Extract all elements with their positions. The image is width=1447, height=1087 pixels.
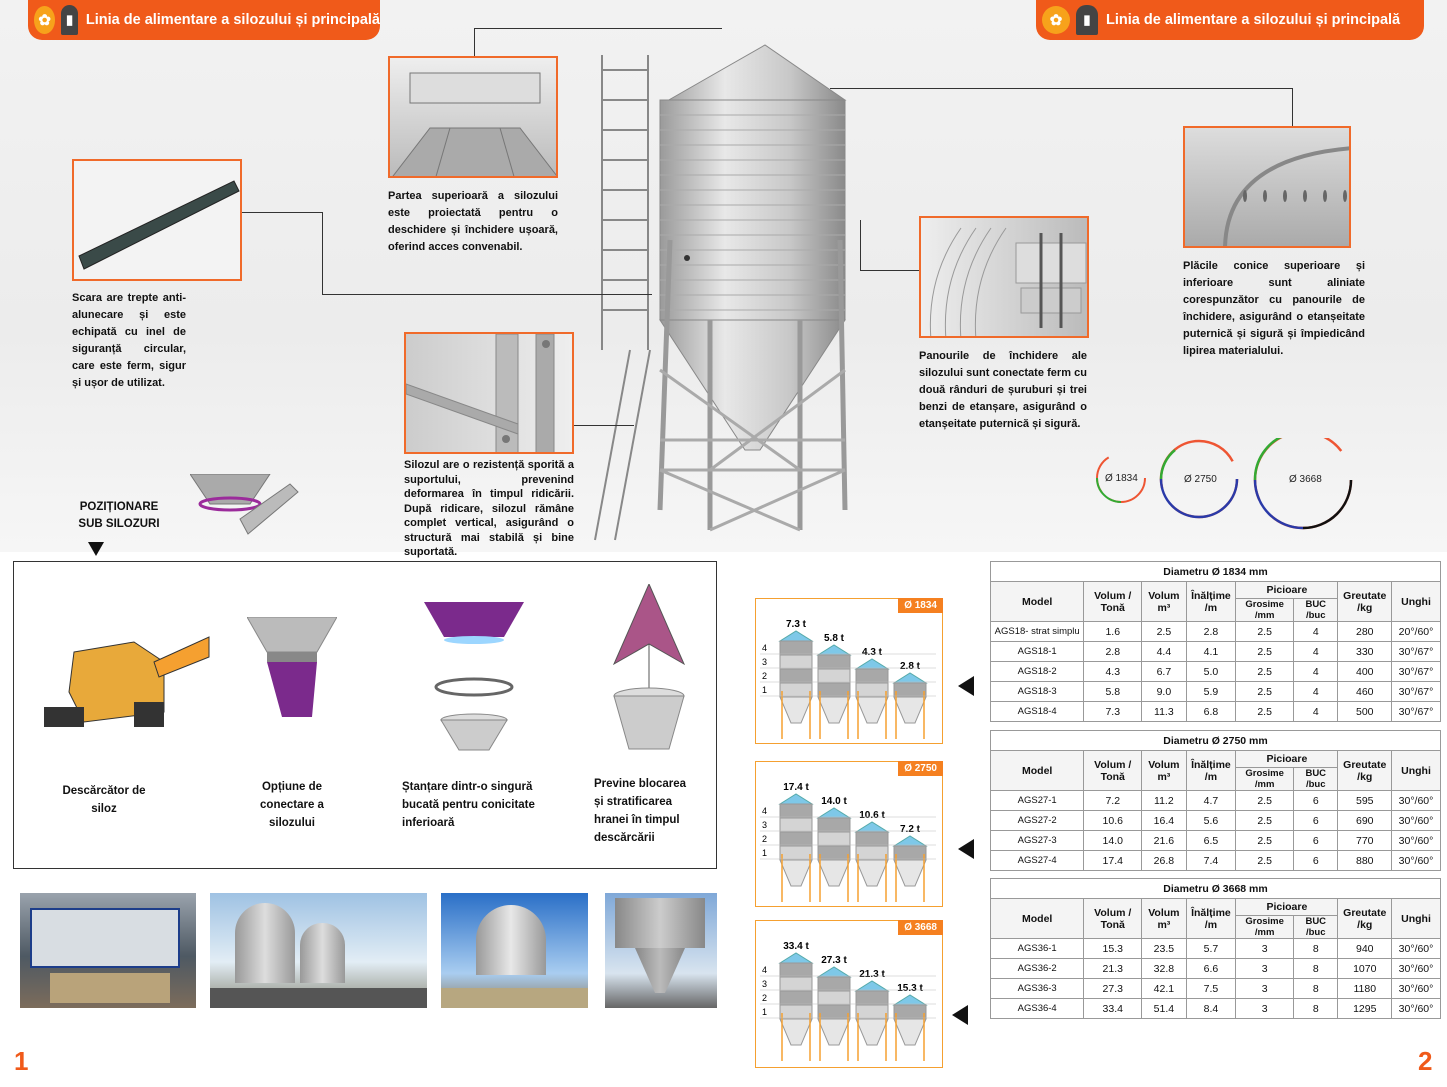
silos-farm-photo xyxy=(210,893,427,1008)
callout-line xyxy=(242,212,322,213)
support-detail-image xyxy=(404,332,574,454)
table-cell: 4 xyxy=(1294,662,1338,682)
caption-ladder: Scara are trepte anti-alunecare și este echipată cu inel de siguranță circular, care este ferm, sigur și ușor de utilizat. xyxy=(72,292,186,389)
silo-roof xyxy=(780,631,812,641)
level-label: 2 xyxy=(762,671,768,681)
level-label: 2 xyxy=(762,993,768,1003)
table-cell: 2.5 xyxy=(1236,811,1294,831)
col-unghi: Unghi xyxy=(1392,751,1441,791)
table-cell: 30°/60° xyxy=(1392,939,1441,959)
callout-line xyxy=(474,28,722,29)
silo-section xyxy=(818,1005,850,1019)
table-row xyxy=(991,682,1441,702)
level-label: 1 xyxy=(762,848,768,858)
silo-section xyxy=(818,655,850,669)
table-cell: 30°/60° xyxy=(1392,851,1441,871)
table-cell: 1180 xyxy=(1338,979,1392,999)
col-greutate: Greutate /kg xyxy=(1338,751,1392,791)
table-cell: 7.3 xyxy=(1084,702,1142,722)
table-cell: 27.3 xyxy=(1084,979,1142,999)
left-arrow-icon xyxy=(958,676,974,696)
col-volum-tona: Volum / Tonă xyxy=(1084,751,1142,791)
diagram-tag: Ø 2750 xyxy=(898,761,943,776)
table-cell: 33.4 xyxy=(1084,999,1142,1019)
diagram-tag: Ø 3668 xyxy=(898,920,943,935)
silo-roof xyxy=(894,673,926,683)
silo-roof xyxy=(818,808,850,818)
diameter-label-1834: Ø 1834 xyxy=(1105,473,1138,484)
table-cell: 2.5 xyxy=(1236,791,1294,811)
header-title-right: Linia de alimentare a silozului și principală xyxy=(1106,12,1401,28)
level-label: 4 xyxy=(762,965,768,975)
silo-cone xyxy=(780,860,812,886)
col-model: Model xyxy=(991,582,1084,622)
silo-cone xyxy=(818,860,850,886)
table-cell: 690 xyxy=(1338,811,1392,831)
silo-load-label: 14.0 t xyxy=(821,796,847,807)
silo-section xyxy=(780,641,812,655)
table-cell: 30°/60° xyxy=(1392,979,1441,999)
col-inaltime: Înălțime /m xyxy=(1186,899,1236,939)
table-cell: 2.5 xyxy=(1236,642,1294,662)
table-cell: 14.0 xyxy=(1084,831,1142,851)
table-cell: 4 xyxy=(1294,622,1338,642)
spec-table-2750 xyxy=(990,730,1441,871)
table-cell: 32.8 xyxy=(1142,959,1186,979)
table-row xyxy=(991,959,1441,979)
table-cell: 3 xyxy=(1236,959,1294,979)
table-cell: 6 xyxy=(1294,811,1338,831)
silo-load-label: 5.8 t xyxy=(823,633,845,644)
table-cell: 15.3 xyxy=(1084,939,1142,959)
callout-line xyxy=(860,270,920,271)
table-cell: 4.3 xyxy=(1084,662,1142,682)
table-cell: 2.5 xyxy=(1236,702,1294,722)
ladder-step-detail-image xyxy=(72,159,242,281)
table-cell: 6.8 xyxy=(1186,702,1236,722)
down-arrow-icon xyxy=(88,542,104,556)
silo-icon: ▮ xyxy=(61,5,78,35)
col-model: Model xyxy=(991,751,1084,791)
silo-section xyxy=(780,963,812,977)
left-arrow-icon xyxy=(958,839,974,859)
silo-cone xyxy=(780,1019,812,1045)
bottom-cone-stamping-image xyxy=(424,602,524,752)
table-cell: 16.4 xyxy=(1142,811,1186,831)
table-cell: AGS27-1 xyxy=(991,791,1084,811)
table-cell: AGS36-3 xyxy=(991,979,1084,999)
table-cell: 330 xyxy=(1338,642,1392,662)
table-cell: 5.0 xyxy=(1186,662,1236,682)
table-row xyxy=(991,851,1441,871)
silo-cone xyxy=(894,860,926,886)
table-title: Diametru Ø 1834 mm xyxy=(991,562,1441,582)
silo-section xyxy=(780,683,812,697)
diameter-label-3668: Ø 3668 xyxy=(1289,474,1322,485)
silo-roof xyxy=(818,645,850,655)
table-cell: AGS18-2 xyxy=(991,662,1084,682)
col-grosime: Grosime /mm xyxy=(1236,916,1294,939)
col-volum-tona: Volum / Tonă xyxy=(1084,582,1142,622)
table-cell: 30°/60° xyxy=(1392,831,1441,851)
silo-cone xyxy=(856,1019,888,1045)
silo-section xyxy=(856,846,888,860)
anti-blocking-cone-image xyxy=(609,584,689,754)
silo-roof xyxy=(780,953,812,963)
table-row xyxy=(991,979,1441,999)
table-row xyxy=(991,831,1441,851)
table-cell: 2.5 xyxy=(1236,851,1294,871)
diameter-label-2750: Ø 2750 xyxy=(1184,474,1217,485)
callout-line xyxy=(574,425,634,426)
level-label: 3 xyxy=(762,979,768,989)
silo-load-label: 7.2 t xyxy=(899,824,921,835)
table-cell: 5.7 xyxy=(1186,939,1236,959)
silo-roof xyxy=(780,794,812,804)
silo-load-label: 17.4 t xyxy=(783,782,809,793)
silo-section xyxy=(780,977,812,991)
silo-cone xyxy=(856,697,888,723)
options-panel xyxy=(13,561,717,869)
silo-section xyxy=(818,977,850,991)
level-label: 4 xyxy=(762,806,768,816)
level-label: 2 xyxy=(762,834,768,844)
col-volum-m3: Volum m³ xyxy=(1142,751,1186,791)
table-cell: 8 xyxy=(1294,999,1338,1019)
table-cell: 2.5 xyxy=(1236,662,1294,682)
table-cell: 26.8 xyxy=(1142,851,1186,871)
table-cell: 17.4 xyxy=(1084,851,1142,871)
level-label: 4 xyxy=(762,643,768,653)
panel-bolts-detail-image xyxy=(919,216,1089,338)
table-cell: 8.4 xyxy=(1186,999,1236,1019)
table-cell: AGS27-3 xyxy=(991,831,1084,851)
table-cell: 2.8 xyxy=(1186,622,1236,642)
table-cell: 7.5 xyxy=(1186,979,1236,999)
silo-section xyxy=(780,804,812,818)
table-cell: 7.4 xyxy=(1186,851,1236,871)
table-cell: 6 xyxy=(1294,791,1338,811)
silo-cone xyxy=(780,697,812,723)
silo-roof xyxy=(856,822,888,832)
table-cell: 21.3 xyxy=(1084,959,1142,979)
table-cell: 5.6 xyxy=(1186,811,1236,831)
col-buc: BUC /buc xyxy=(1294,768,1338,791)
table-cell: 1.6 xyxy=(1084,622,1142,642)
table-cell: AGS36-2 xyxy=(991,959,1084,979)
table-cell: 595 xyxy=(1338,791,1392,811)
table-cell: 9.0 xyxy=(1142,682,1186,702)
silo-section xyxy=(780,818,812,832)
table-cell: 6 xyxy=(1294,851,1338,871)
table-cell: 42.1 xyxy=(1142,979,1186,999)
silo-load-label: 27.3 t xyxy=(821,955,847,966)
option-label-connection: Opțiune de conectare a silozului xyxy=(260,781,324,829)
silo-section xyxy=(856,683,888,697)
main-silo-illustration xyxy=(590,40,860,545)
table-cell: 30°/67° xyxy=(1392,662,1441,682)
table-cell: AGS36-4 xyxy=(991,999,1084,1019)
silo-cone xyxy=(856,860,888,886)
silo-section xyxy=(856,669,888,683)
table-cell: 500 xyxy=(1338,702,1392,722)
table-cell: 30°/60° xyxy=(1392,999,1441,1019)
table-cell: 6.7 xyxy=(1142,662,1186,682)
col-buc: BUC /buc xyxy=(1294,599,1338,622)
level-label: 1 xyxy=(762,1007,768,1017)
silo-load-label: 7.3 t xyxy=(785,619,807,630)
table-cell: 3 xyxy=(1236,939,1294,959)
level-label: 3 xyxy=(762,820,768,830)
table-cell: 51.4 xyxy=(1142,999,1186,1019)
col-grosime: Grosime /mm xyxy=(1236,768,1294,791)
spec-table-3668 xyxy=(990,878,1441,1019)
table-cell: 940 xyxy=(1338,939,1392,959)
callout-line xyxy=(830,88,1292,89)
table-cell: 2.5 xyxy=(1236,831,1294,851)
table-cell: AGS18-3 xyxy=(991,682,1084,702)
table-cell: 4 xyxy=(1294,642,1338,662)
table-cell: 30°/67° xyxy=(1392,682,1441,702)
table-cell: 1295 xyxy=(1338,999,1392,1019)
silo-load-label: 4.3 t xyxy=(861,647,883,658)
table-cell: 770 xyxy=(1338,831,1392,851)
silo-icon: ▮ xyxy=(1076,5,1098,35)
wheat-icon: ✿ xyxy=(1042,6,1070,34)
callout-line xyxy=(474,28,475,56)
silo-roof xyxy=(894,995,926,1005)
caption-support: Silozul are o rezistență sporită a suportului, prevenind deformarea în timpul ridicării. După ridicare, silozul rămâne complet vertical, asigurând o structură mai stabilă și bine suportată. xyxy=(404,459,574,558)
col-picioare: Picioare xyxy=(1236,899,1338,916)
callout-line xyxy=(860,220,861,270)
table-title: Diametru Ø 3668 mm xyxy=(991,879,1441,899)
table-cell: AGS36-1 xyxy=(991,939,1084,959)
page-number-left: 1 xyxy=(14,1046,29,1076)
silo-base-photo xyxy=(605,893,717,1008)
caption-panels: Panourile de închidere ale silozului sunt conectate ferm cu două rânduri de șuruburi și trei benzi de etanșare, asigurând o etanșeitate puternică și sigură. xyxy=(919,350,1087,430)
col-unghi: Unghi xyxy=(1392,899,1441,939)
silo-roof xyxy=(856,981,888,991)
silo-section xyxy=(894,1005,926,1019)
table-cell: AGS27-4 xyxy=(991,851,1084,871)
silo-section xyxy=(856,832,888,846)
table-cell: 4.7 xyxy=(1186,791,1236,811)
col-inaltime: Înălțime /m xyxy=(1186,751,1236,791)
callout-line xyxy=(322,212,323,294)
table-cell: 6 xyxy=(1294,831,1338,851)
col-greutate: Greutate /kg xyxy=(1338,582,1392,622)
table-row xyxy=(991,791,1441,811)
col-grosime: Grosime /mm xyxy=(1236,599,1294,622)
diameter-circles xyxy=(1095,438,1355,548)
table-cell: 2.8 xyxy=(1084,642,1142,662)
col-inaltime: Înălțime /m xyxy=(1186,582,1236,622)
silo-section xyxy=(818,846,850,860)
col-volum-m3: Volum m³ xyxy=(1142,899,1186,939)
silo-diagram-2750 xyxy=(755,761,943,907)
col-picioare: Picioare xyxy=(1236,582,1338,599)
discharge-mini-image xyxy=(190,474,300,544)
silo-section xyxy=(818,818,850,832)
silo-load-label: 15.3 t xyxy=(897,983,923,994)
silo-roof xyxy=(818,967,850,977)
silo-load-label: 21.3 t xyxy=(859,969,885,980)
silo-section xyxy=(818,991,850,1005)
silo-section xyxy=(780,669,812,683)
table-cell: 2.5 xyxy=(1236,622,1294,642)
table-cell: 2.5 xyxy=(1236,682,1294,702)
silo-cone xyxy=(818,1019,850,1045)
table-row xyxy=(991,702,1441,722)
table-row xyxy=(991,811,1441,831)
header-right xyxy=(1036,0,1424,40)
table-cell: 5.9 xyxy=(1186,682,1236,702)
caption-top: Partea superioară a silozului este proiectată pentru o deschidere și închidere ușoară, oferind acces convenabil. xyxy=(388,190,558,253)
option-label-discharger: Descărcător de siloz xyxy=(62,785,146,815)
factory-photo xyxy=(20,893,196,1008)
wheat-icon: ✿ xyxy=(34,6,55,34)
conical-plates-detail-image xyxy=(1183,126,1351,248)
col-picioare: Picioare xyxy=(1236,751,1338,768)
silo-cone xyxy=(818,697,850,723)
table-cell: AGS18-1 xyxy=(991,642,1084,662)
table-row xyxy=(991,999,1441,1019)
table-row xyxy=(991,939,1441,959)
page-number-right: 2 xyxy=(1418,1046,1433,1076)
silo-top-detail-image xyxy=(388,56,558,178)
table-cell: 20°/60° xyxy=(1392,622,1441,642)
silo-cone xyxy=(894,697,926,723)
positioning-heading: POZIȚIONARE SUB SILOZURI xyxy=(78,501,160,530)
col-buc: BUC /buc xyxy=(1294,916,1338,939)
table-row xyxy=(991,622,1441,642)
header-left xyxy=(28,0,380,40)
table-cell: 460 xyxy=(1338,682,1392,702)
table-cell: 30°/67° xyxy=(1392,702,1441,722)
silo-load-label: 33.4 t xyxy=(783,941,809,952)
table-cell: 10.6 xyxy=(1084,811,1142,831)
table-cell: 6.5 xyxy=(1186,831,1236,851)
col-volum-m3: Volum m³ xyxy=(1142,582,1186,622)
table-cell: 30°/60° xyxy=(1392,791,1441,811)
table-cell: 400 xyxy=(1338,662,1392,682)
table-cell: 8 xyxy=(1294,959,1338,979)
option-label-stamping: Ștanțare dintr-o singură bucată pentru conicitate inferioară xyxy=(402,781,535,829)
silo-diagram-1834 xyxy=(755,598,943,744)
spec-table-1834 xyxy=(990,561,1441,722)
silo-section xyxy=(818,832,850,846)
silo-roof xyxy=(856,659,888,669)
table-cell: 1070 xyxy=(1338,959,1392,979)
table-cell: 2.5 xyxy=(1142,622,1186,642)
silo-section xyxy=(894,846,926,860)
table-cell: AGS27-2 xyxy=(991,811,1084,831)
caption-plates: Plăcile conice superioare și inferioare sunt aliniate corespunzător cu panourile de închidere, asigurând o etanșeitate puternică și sigură și împiedicând lipirea materialului. xyxy=(1183,260,1365,357)
table-cell: 7.2 xyxy=(1084,791,1142,811)
silo-section xyxy=(818,669,850,683)
table-row xyxy=(991,662,1441,682)
silo-diagram-3668 xyxy=(755,920,943,1068)
silo-section xyxy=(894,683,926,697)
diagram-tag: Ø 1834 xyxy=(898,598,943,613)
col-greutate: Greutate /kg xyxy=(1338,899,1392,939)
table-cell: 3 xyxy=(1236,979,1294,999)
table-cell: 6.6 xyxy=(1186,959,1236,979)
table-cell: 11.2 xyxy=(1142,791,1186,811)
silo-section xyxy=(780,832,812,846)
silo-section xyxy=(780,846,812,860)
table-cell: 280 xyxy=(1338,622,1392,642)
silo-section xyxy=(818,683,850,697)
col-unghi: Unghi xyxy=(1392,582,1441,622)
level-label: 1 xyxy=(762,685,768,695)
table-cell: 4 xyxy=(1294,682,1338,702)
col-model: Model xyxy=(991,899,1084,939)
table-cell: 3 xyxy=(1236,999,1294,1019)
callout-line xyxy=(322,294,652,295)
silo-section xyxy=(856,1005,888,1019)
level-label: 3 xyxy=(762,657,768,667)
table-cell: 8 xyxy=(1294,979,1338,999)
silo-discharger-image xyxy=(44,632,214,742)
silo-section xyxy=(780,655,812,669)
table-cell: 4.4 xyxy=(1142,642,1186,662)
col-volum-tona: Volum / Tonă xyxy=(1084,899,1142,939)
silo-section xyxy=(780,991,812,1005)
table-cell: 5.8 xyxy=(1084,682,1142,702)
table-cell: AGS18- strat simplu xyxy=(991,622,1084,642)
table-cell: 30°/60° xyxy=(1392,811,1441,831)
table-cell: 880 xyxy=(1338,851,1392,871)
table-cell: 4 xyxy=(1294,702,1338,722)
callout-line xyxy=(1292,88,1293,126)
table-cell: 23.5 xyxy=(1142,939,1186,959)
silo-load-label: 2.8 t xyxy=(899,661,921,672)
table-cell: AGS18-4 xyxy=(991,702,1084,722)
option-label-anti-blocking: Previne blocarea și stratificarea hranei în timpul descărcării xyxy=(594,778,687,844)
table-row xyxy=(991,642,1441,662)
left-arrow-icon xyxy=(952,1005,968,1025)
silo-cone xyxy=(894,1019,926,1045)
table-cell: 4.1 xyxy=(1186,642,1236,662)
silo-section xyxy=(856,991,888,1005)
table-cell: 8 xyxy=(1294,939,1338,959)
silo-roof xyxy=(894,836,926,846)
table-cell: 21.6 xyxy=(1142,831,1186,851)
single-silo-photo xyxy=(441,893,588,1008)
header-title-left: Linia de alimentare a silozului și principală xyxy=(85,12,380,28)
table-cell: 30°/67° xyxy=(1392,642,1441,662)
table-cell: 11.3 xyxy=(1142,702,1186,722)
table-cell: 30°/60° xyxy=(1392,959,1441,979)
table-title: Diametru Ø 2750 mm xyxy=(991,731,1441,751)
silo-connection-image xyxy=(247,617,337,727)
silo-section xyxy=(780,1005,812,1019)
silo-load-label: 10.6 t xyxy=(859,810,885,821)
